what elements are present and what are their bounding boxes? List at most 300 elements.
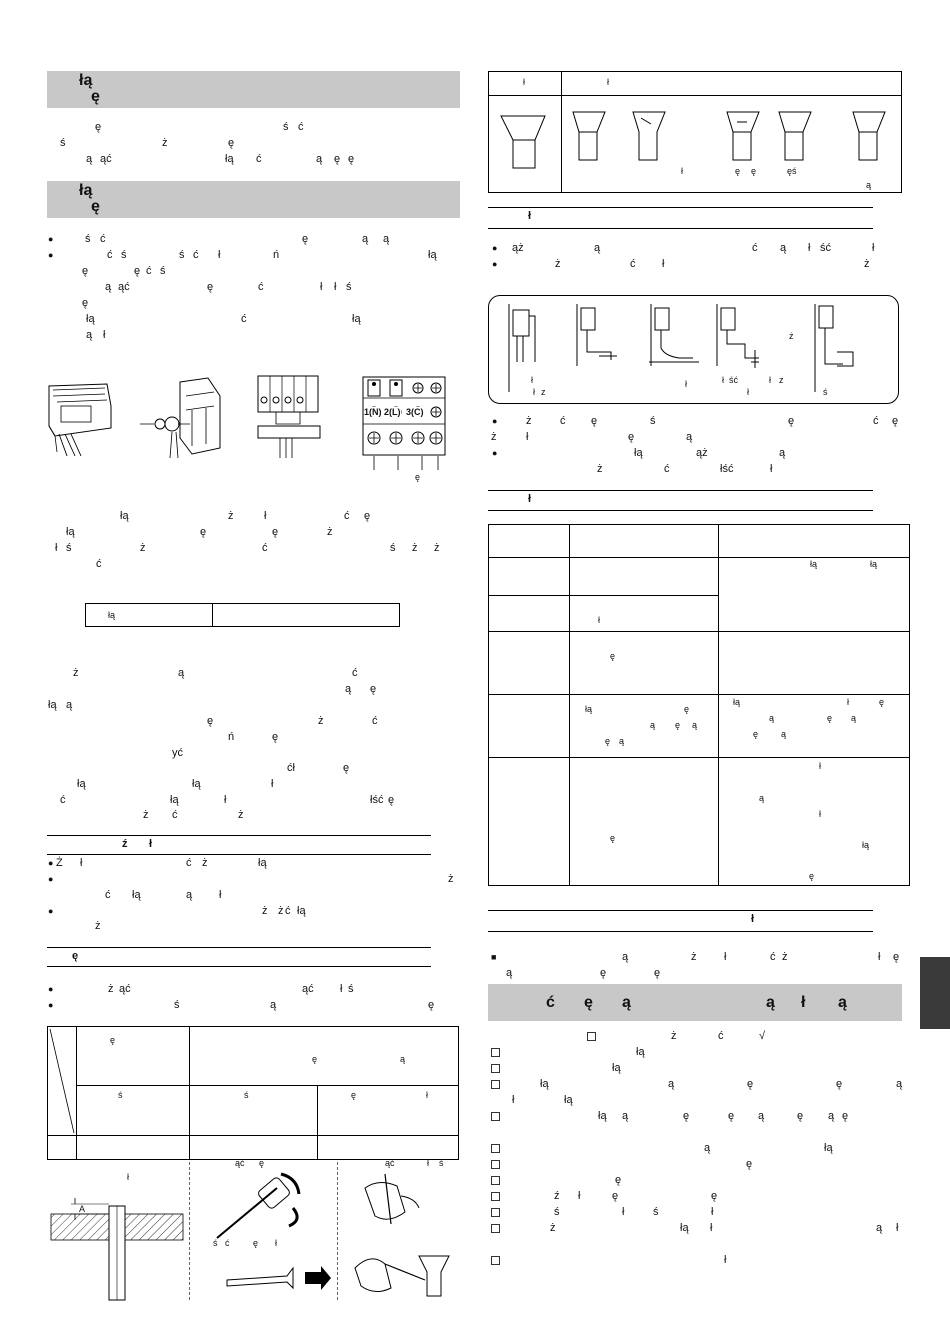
text-fragment: ć <box>186 857 192 869</box>
text-fragment: ł <box>724 1254 727 1266</box>
text-fragment: ś <box>823 387 828 397</box>
text-fragment: ć <box>60 794 66 806</box>
text-fragment: ę <box>82 265 89 277</box>
text-fragment: ł <box>710 1222 713 1234</box>
text-fragment: ę <box>302 233 309 245</box>
text-fragment: ą <box>851 713 857 723</box>
bullet-icon: ● <box>48 984 54 994</box>
text-fragment: ę <box>879 697 885 707</box>
text-fragment: ś <box>554 1206 560 1218</box>
text-fragment: √ <box>759 1030 766 1042</box>
text-fragment: ł <box>769 375 771 385</box>
text-fragment: ą <box>779 447 786 459</box>
text-fragment: ą <box>686 431 693 443</box>
text-fragment: ż <box>597 463 603 475</box>
text-fragment: ź <box>554 1190 560 1202</box>
text-fragment: ą <box>692 720 698 730</box>
text-fragment: łą <box>870 559 878 569</box>
section-4-title: ł <box>528 493 532 505</box>
text-fragment: ć <box>372 715 378 727</box>
text-fragment: ż <box>789 331 794 341</box>
text-fragment: ąż <box>512 242 524 254</box>
text-fragment: ę <box>746 1158 753 1170</box>
text-fragment: ą <box>769 713 775 723</box>
flare-figures <box>47 1158 457 1302</box>
section-4-top-rule <box>488 490 873 491</box>
text-fragment: ć <box>105 889 111 901</box>
text-fragment: łść <box>370 794 384 806</box>
text-fragment: ą <box>383 233 390 245</box>
text-fragment: ę <box>842 1110 849 1122</box>
text-fragment: ę <box>207 281 214 293</box>
text-fragment: ż <box>108 983 114 995</box>
flare-dimension-table <box>47 1026 459 1160</box>
text-fragment: ę <box>82 297 89 309</box>
text-fragment: łą <box>170 794 179 806</box>
text-fragment: łą <box>297 905 306 917</box>
text-fragment: ćł <box>287 762 295 774</box>
checkbox-icon[interactable] <box>587 1032 596 1041</box>
text-fragment: ś <box>390 542 396 554</box>
text-fragment: ć <box>258 281 264 293</box>
text-fragment: ą <box>186 889 193 901</box>
text-fragment: ś <box>650 415 656 427</box>
text-fragment: ć <box>560 415 566 427</box>
section-header-2 <box>47 181 460 218</box>
text-fragment: ąć <box>385 1158 395 1168</box>
text-fragment: ł <box>896 1222 899 1234</box>
text-fragment: ż <box>140 542 146 554</box>
text-fragment: ż <box>73 667 79 679</box>
text-fragment: ć <box>225 1238 230 1248</box>
text-fragment: łą <box>258 857 267 869</box>
text-fragment: ł <box>103 329 106 341</box>
text-fragment: ąć <box>235 1158 245 1168</box>
section-1-title-a: ź <box>122 838 128 850</box>
text-fragment: ł <box>685 379 687 389</box>
text-fragment: ć <box>107 249 113 261</box>
text-fragment: ę <box>428 999 435 1011</box>
section-header-1-text-b: ę <box>91 88 100 105</box>
text-fragment: ę <box>827 713 833 723</box>
text-fragment: ż <box>95 920 101 932</box>
text-fragment: łą <box>636 1046 645 1058</box>
section-header-2-text-b: ę <box>91 198 100 215</box>
text-fragment: ł <box>847 697 849 707</box>
text-fragment: ę <box>610 651 616 661</box>
text-fragment: ż <box>555 258 561 270</box>
text-fragment: ą <box>619 736 625 746</box>
text-fragment: ą <box>780 242 787 254</box>
section-5-bottom-rule <box>488 931 873 932</box>
section-1-top-rule <box>47 835 431 836</box>
text-fragment: ż <box>327 526 333 538</box>
text-fragment: ć <box>172 809 178 821</box>
text-fragment: ą <box>506 967 513 979</box>
text-fragment: ę <box>259 1158 265 1168</box>
text-fragment: ż <box>143 809 149 821</box>
text-fragment: ę <box>751 166 757 176</box>
text-fragment: łą <box>634 447 643 459</box>
text-fragment: ś <box>66 542 72 554</box>
figure-A-label: A <box>79 1204 86 1214</box>
text-fragment: ś <box>439 1158 444 1168</box>
text-fragment: ł <box>334 281 337 293</box>
text-fragment: ę <box>351 1090 357 1100</box>
text-fragment: ę <box>364 510 371 522</box>
text-fragment: ł <box>872 242 875 254</box>
text-fragment: ś <box>283 121 289 133</box>
text-fragment: ł <box>747 387 749 397</box>
text-fragment: ł <box>340 983 343 995</box>
terminal-caption: ę <box>415 472 421 482</box>
bullet-icon: ● <box>48 906 54 916</box>
text-fragment: ę <box>134 265 141 277</box>
troubleshooting-table <box>488 524 910 886</box>
text-fragment: ę <box>628 431 635 443</box>
section-3-top-rule <box>488 207 873 208</box>
text-fragment: łą <box>120 510 129 522</box>
text-fragment: ł <box>819 809 821 819</box>
text-fragment: ł <box>218 249 221 261</box>
text-fragment: ż <box>434 542 440 554</box>
text-fragment: ś <box>85 233 91 245</box>
section-1-bottom-rule <box>47 854 431 855</box>
text-fragment: yć <box>172 747 183 759</box>
text-fragment: łą <box>86 313 95 325</box>
section-2-title: ę <box>72 950 79 962</box>
checkbox-icon[interactable] <box>491 1048 500 1057</box>
text-fragment: ą <box>316 153 323 165</box>
text-fragment: ś <box>244 1090 249 1100</box>
text-fragment: ą <box>704 1142 711 1154</box>
text-fragment: ł <box>598 615 600 625</box>
bullet-icon: ● <box>48 874 54 884</box>
text-fragment: ż <box>162 137 168 149</box>
drain-figure-panel <box>488 295 899 404</box>
text-fragment: łą <box>612 1062 621 1074</box>
text-fragment: ł <box>622 1206 625 1218</box>
text-fragment: ś <box>346 281 352 293</box>
side-tab <box>920 957 950 1029</box>
text-fragment: ż <box>671 1030 677 1042</box>
checkbox-icon[interactable] <box>491 1160 500 1169</box>
text-fragment: ł <box>578 1190 581 1202</box>
text-fragment: ę <box>200 526 207 538</box>
text-fragment: ę <box>370 683 377 695</box>
text-fragment: ż <box>238 809 244 821</box>
text-fragment: ć <box>718 1030 724 1042</box>
text-fragment: ż <box>202 857 208 869</box>
text-fragment: ś <box>348 983 354 995</box>
bullet-icon: ● <box>492 416 498 426</box>
text-fragment: ł <box>427 1158 429 1168</box>
bullet-icon: ● <box>48 250 54 260</box>
text-fragment: z <box>541 387 546 397</box>
text-fragment: ę <box>207 715 214 727</box>
flare-inspection-table <box>488 71 902 193</box>
indoor-unit-cover-illustration <box>47 376 113 458</box>
text-fragment: ł <box>607 77 609 87</box>
text-fragment: ą <box>66 699 73 711</box>
text-fragment: ł <box>770 463 773 475</box>
text-fragment: ą <box>400 1054 406 1064</box>
text-fragment: łą <box>132 889 141 901</box>
text-fragment: ż <box>864 258 870 270</box>
text-fragment: ć <box>664 463 670 475</box>
section-3-title: ł <box>528 210 532 222</box>
text-fragment: ę <box>675 720 681 730</box>
text-fragment: Ż <box>56 857 63 869</box>
text-fragment: ł <box>426 1090 428 1100</box>
text-fragment: łą <box>225 153 234 165</box>
text-fragment: łą <box>540 1078 549 1090</box>
text-fragment: ą <box>105 281 112 293</box>
text-fragment: ąć <box>119 983 131 995</box>
small-table <box>85 603 400 627</box>
checkbox-icon[interactable] <box>491 1064 500 1073</box>
section-5-title: ł <box>751 913 755 925</box>
text-fragment: łą <box>598 1110 607 1122</box>
text-fragment: łą <box>48 699 57 711</box>
text-fragment: ś <box>653 1206 659 1218</box>
text-fragment: ą <box>622 1110 629 1122</box>
text-fragment: ę <box>312 1054 318 1064</box>
text-fragment: ł <box>80 857 83 869</box>
section-4-bottom-rule <box>488 510 873 511</box>
text-fragment: ą <box>86 153 93 165</box>
text-fragment: ć <box>352 667 358 679</box>
text-fragment: łść <box>720 463 734 475</box>
text-fragment: ą <box>594 242 601 254</box>
section-header-1-text-a: łą <box>79 72 93 89</box>
section-header-2-text-a: łą <box>79 182 93 199</box>
checkbox-icon[interactable] <box>491 1080 500 1089</box>
text-fragment: ż <box>278 905 284 917</box>
text-fragment: ł <box>533 387 535 397</box>
bullet-icon: ● <box>492 448 498 458</box>
text-fragment: ś <box>174 999 180 1011</box>
checkbox-icon[interactable] <box>491 1224 500 1233</box>
text-fragment: ł <box>662 258 665 270</box>
text-fragment: ę <box>272 526 279 538</box>
text-fragment: ę <box>110 1035 116 1045</box>
text-fragment: ę <box>684 704 690 714</box>
terminal-label-1: 1(N) <box>364 407 382 417</box>
text-fragment: ć <box>630 258 636 270</box>
section-2-bottom-rule <box>47 966 431 967</box>
terminal-wires <box>362 456 446 472</box>
text-fragment: ą <box>622 951 629 963</box>
text-fragment: ż <box>228 510 234 522</box>
bullet-icon: ● <box>48 1000 54 1010</box>
text-fragment: ę <box>747 1078 754 1090</box>
text-fragment: ą <box>178 667 185 679</box>
text-fragment: ł <box>224 794 227 806</box>
cable-clamp-illustration <box>134 376 226 458</box>
text-fragment: łą <box>585 704 593 714</box>
text-fragment: ę <box>272 731 279 743</box>
terminal-label-2: 2(L) <box>384 407 401 417</box>
text-fragment: ą <box>866 180 872 190</box>
text-fragment: ą <box>759 793 765 803</box>
text-fragment: łą <box>108 610 116 620</box>
text-fragment: z <box>779 375 784 385</box>
text-fragment: ł <box>808 242 811 254</box>
bullet-icon: ● <box>492 243 498 253</box>
text-fragment: ęś <box>787 166 797 176</box>
bullet-icon: ● <box>492 259 498 269</box>
text-fragment: ł <box>512 1094 515 1106</box>
text-fragment: łą <box>824 1142 833 1154</box>
text-fragment: ś <box>160 265 166 277</box>
text-fragment: ę <box>591 415 598 427</box>
text-fragment: ę <box>253 1238 259 1248</box>
text-fragment: ł <box>526 431 529 443</box>
text-fragment: ę <box>228 137 235 149</box>
text-fragment: łą <box>428 249 437 261</box>
text-fragment: ę <box>728 1110 735 1122</box>
breaker-terminal-illustration <box>250 374 326 460</box>
text-fragment: ą <box>828 1110 835 1122</box>
bullet-icon: ● <box>48 858 54 868</box>
text-fragment: ł <box>275 1238 277 1248</box>
text-fragment: łą <box>810 559 818 569</box>
text-fragment: ć <box>193 249 199 261</box>
terminal-label-3: 3(C) <box>406 407 424 417</box>
text-fragment: łą <box>680 1222 689 1234</box>
text-fragment: ą <box>362 233 369 245</box>
text-fragment: ż <box>691 951 697 963</box>
text-fragment: ł <box>219 889 222 901</box>
text-fragment: ł <box>271 778 274 790</box>
text-fragment: ś <box>121 249 127 261</box>
text-fragment: ę <box>348 153 355 165</box>
text-fragment: ę <box>610 833 616 843</box>
text-fragment: ł <box>711 1206 714 1218</box>
text-fragment: ą <box>876 1222 883 1234</box>
text-fragment: ę <box>809 871 815 881</box>
text-fragment: ąć <box>100 153 112 165</box>
text-fragment: ę <box>334 153 341 165</box>
text-fragment: łą <box>733 697 741 707</box>
text-fragment: ś <box>60 137 66 149</box>
text-fragment: ń <box>273 249 280 261</box>
text-fragment: ąć <box>118 281 130 293</box>
square-bullet-icon: ■ <box>491 952 497 962</box>
checklist-header: ć ę ą ą ł ą <box>488 984 902 1021</box>
text-fragment: ą <box>758 1110 765 1122</box>
text-fragment: ł <box>264 510 267 522</box>
text-fragment: ż <box>262 905 268 917</box>
checkbox-icon[interactable] <box>491 1144 500 1153</box>
text-fragment: ć <box>256 153 262 165</box>
text-fragment: ł <box>531 375 533 385</box>
text-fragment: ł <box>523 77 525 87</box>
text-fragment: ąć <box>302 983 314 995</box>
checkbox-icon[interactable] <box>491 1192 500 1201</box>
section-1-title-b: ł <box>149 838 153 850</box>
text-fragment: ę <box>612 1190 619 1202</box>
text-fragment: ł <box>320 281 323 293</box>
text-fragment: ż <box>550 1222 556 1234</box>
checkbox-icon[interactable] <box>491 1176 500 1185</box>
text-fragment: ę <box>836 1078 843 1090</box>
text-fragment: ą <box>345 683 352 695</box>
section-2-top-rule <box>47 947 431 948</box>
text-fragment: ś <box>118 1090 123 1100</box>
text-fragment: ć <box>285 905 291 917</box>
text-fragment: łą <box>77 778 86 790</box>
text-fragment: ą <box>781 729 787 739</box>
text-fragment: ę <box>388 794 395 806</box>
text-fragment: ć <box>146 265 152 277</box>
text-fragment: ę <box>95 121 102 133</box>
text-fragment: ą <box>86 329 93 341</box>
text-fragment: ć <box>873 415 879 427</box>
text-fragment: ąż <box>696 447 708 459</box>
text-fragment: ż <box>448 873 454 885</box>
text-fragment: łą <box>862 840 870 850</box>
text-fragment: ż <box>491 431 497 443</box>
text-fragment: ć <box>100 233 106 245</box>
text-fragment: łą <box>352 313 361 325</box>
text-fragment: ą <box>668 1078 675 1090</box>
text-fragment: ć <box>752 242 758 254</box>
text-fragment: ę <box>797 1110 804 1122</box>
text-fragment: ą <box>650 720 656 730</box>
text-fragment: ę <box>893 951 900 963</box>
text-fragment: ł <box>724 951 727 963</box>
text-fragment: łą <box>564 1094 573 1106</box>
text-fragment: ść <box>820 242 831 254</box>
text-fragment: ę <box>683 1110 690 1122</box>
text-fragment: ę <box>711 1190 718 1202</box>
bullet-icon: ● <box>48 234 54 244</box>
text-fragment: ł <box>878 951 881 963</box>
checkbox-icon[interactable] <box>491 1208 500 1217</box>
text-fragment: ń <box>228 731 235 743</box>
text-fragment: ść <box>729 375 738 385</box>
text-fragment: ę <box>605 736 611 746</box>
text-fragment: ł <box>722 375 724 385</box>
text-fragment: ł <box>819 761 821 771</box>
text-fragment: łą <box>66 526 75 538</box>
section-5-top-rule <box>488 910 873 911</box>
text-fragment: ł <box>127 1172 129 1182</box>
text-fragment: ś <box>179 249 185 261</box>
text-fragment: ę <box>735 166 741 176</box>
text-fragment: ć <box>298 121 304 133</box>
text-fragment: ć <box>770 951 776 963</box>
text-fragment: ż <box>412 542 418 554</box>
text-fragment: ę <box>892 415 899 427</box>
text-fragment: ż <box>782 951 788 963</box>
text-fragment: ć <box>344 510 350 522</box>
text-fragment: ę <box>788 415 795 427</box>
text-fragment: ę <box>753 729 759 739</box>
text-fragment: ę <box>615 1174 622 1186</box>
text-fragment: ł <box>681 166 683 176</box>
text-fragment: ż <box>318 715 324 727</box>
text-fragment: ć <box>241 313 247 325</box>
text-fragment: ą <box>896 1078 903 1090</box>
text-fragment: ę <box>343 762 350 774</box>
checkbox-icon[interactable] <box>491 1112 500 1121</box>
text-fragment: ą <box>270 999 277 1011</box>
text-fragment: ę <box>600 967 607 979</box>
checkbox-icon[interactable] <box>491 1256 500 1265</box>
